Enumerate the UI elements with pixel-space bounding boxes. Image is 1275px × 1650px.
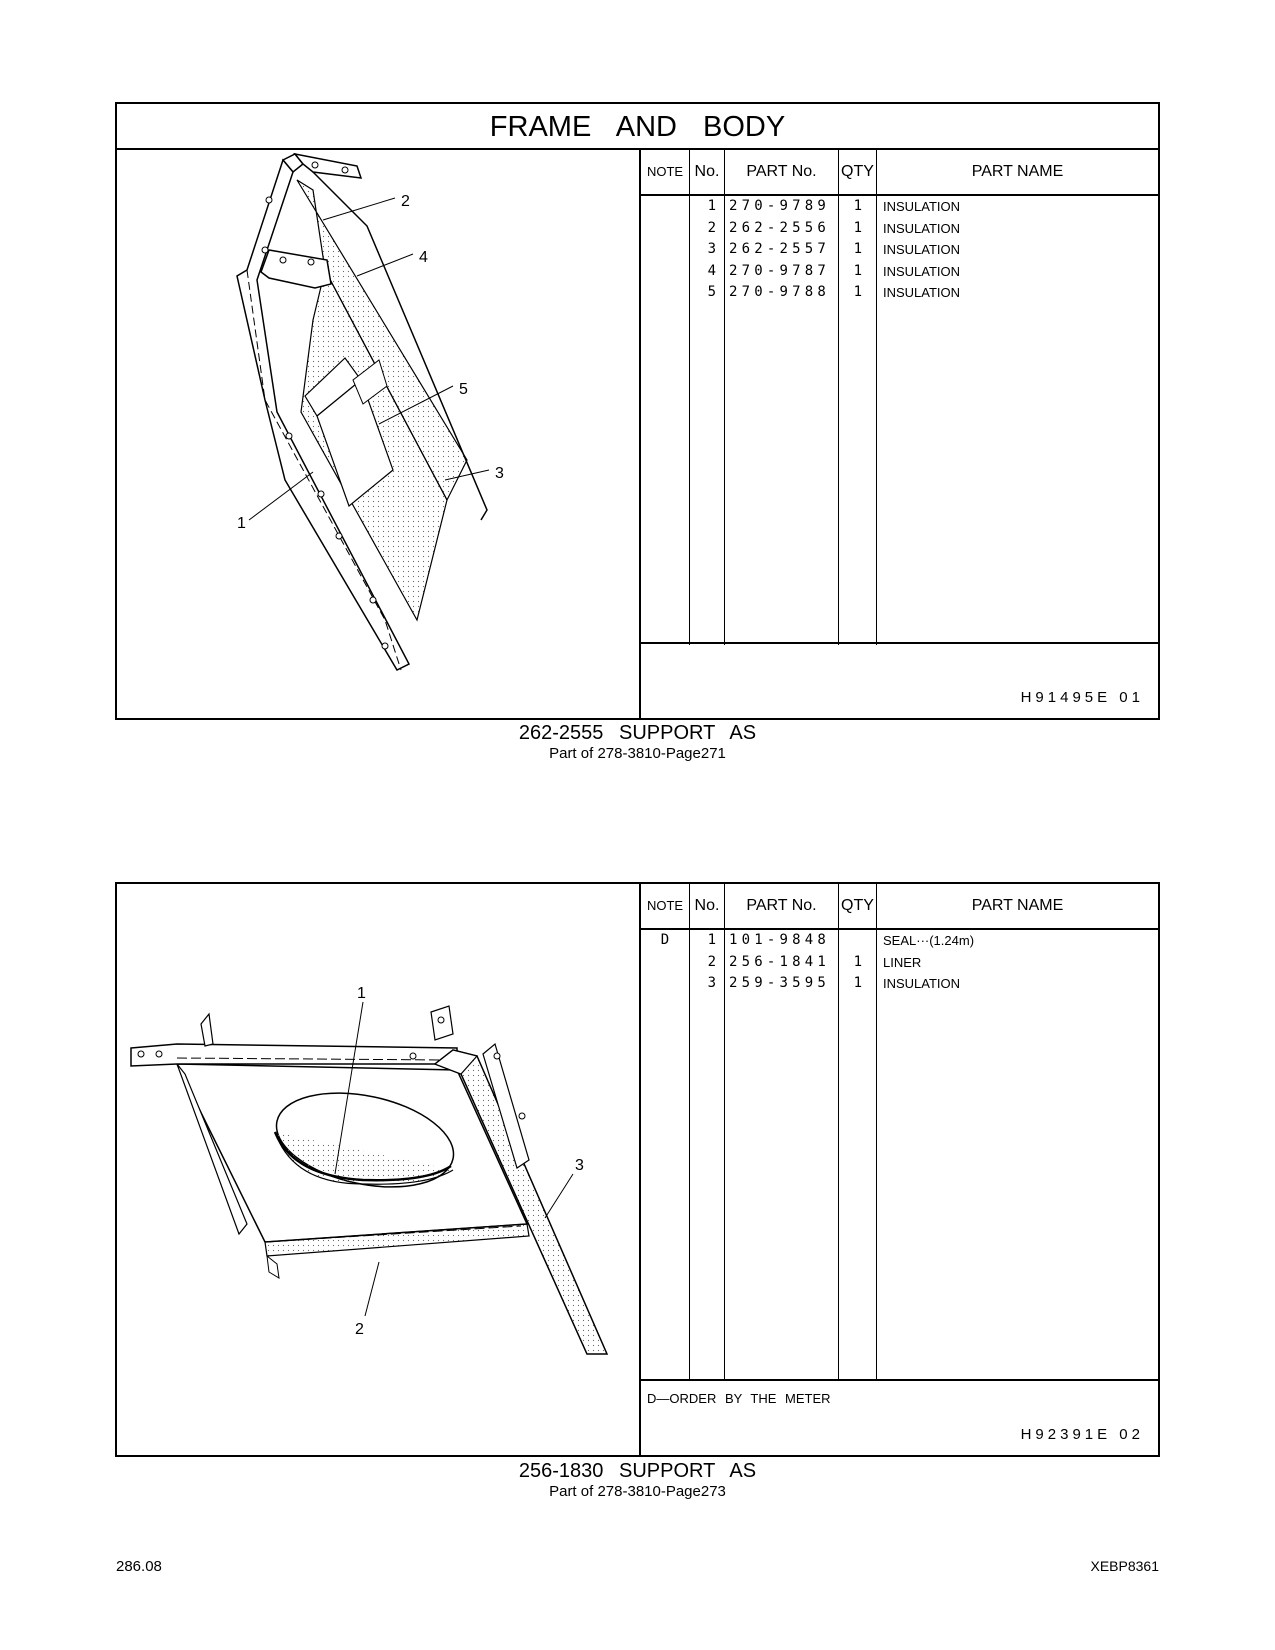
callout-3: 3 [575,1157,584,1174]
assembly-reference: Part of 278-3810-Page273 [549,1483,726,1500]
header-qty: QTY [841,163,874,180]
callout-1: 1 [357,985,366,1002]
page-number: 286.08 [116,1558,162,1575]
parts-rows [641,196,1158,304]
document-id: XEBP8361 [1090,1558,1159,1574]
section-title: FRAME AND BODY [117,104,1158,150]
parts-rows [641,930,1158,995]
assembly-title: 262-2555 SUPPORT AS [518,722,757,744]
header-part-name: PART NAME [971,897,1064,914]
callout-2: 2 [401,193,410,210]
table-row: 2 262-2556 1 INSULATION [707,219,961,236]
parts-panel-2 [115,882,1160,1457]
assembly-reference: Part of 278-3810-Page271 [549,745,726,762]
header-part-no: PART No. [746,163,817,180]
drawing-code: H92391E 02 [1020,1426,1144,1443]
table-row: 2 256-1841 1 LINER [707,953,922,970]
header-note: NOTE [646,898,684,913]
table-header [641,150,1158,196]
callout-4: 4 [419,249,428,266]
header-no: No. [694,163,720,180]
table-footer [641,642,1158,718]
callout-2: 2 [355,1321,364,1338]
table-row: 3 259-3595 1 INSULATION [707,975,961,992]
parts-table-1 [639,150,1158,718]
table-row: 5 270-9788 1 INSULATION [707,284,961,301]
parts-panel-1 [115,102,1160,720]
drawing-code: H91495E 01 [1020,689,1144,706]
table-row: 3 262-2557 1 INSULATION [707,241,961,258]
caption-2 [0,1460,1275,1500]
header-no: No. [694,897,720,914]
header-note: NOTE [646,164,684,179]
table-header [641,884,1158,930]
exploded-illustration-2 [117,884,639,1455]
table-row: 4 270-9787 1 INSULATION [707,262,961,279]
table-row: 1 270-9789 1 INSULATION [707,198,961,214]
header-part-name: PART NAME [971,163,1064,180]
header-part-no: PART No. [746,897,817,914]
caption-1 [0,722,1275,762]
parts-table-2 [639,884,1158,1455]
footnote: D—ORDER BY THE METER [647,1391,831,1406]
callout-5: 5 [459,381,468,398]
callout-1: 1 [237,515,246,532]
exploded-illustration-1 [117,150,639,718]
header-qty: QTY [841,897,874,914]
assembly-title: 256-1830 SUPPORT AS [518,1460,757,1482]
table-row: D 1 101-9848 SEAL···(1.24m) [660,932,975,948]
table-footer [641,1379,1158,1455]
callout-3: 3 [495,465,504,482]
